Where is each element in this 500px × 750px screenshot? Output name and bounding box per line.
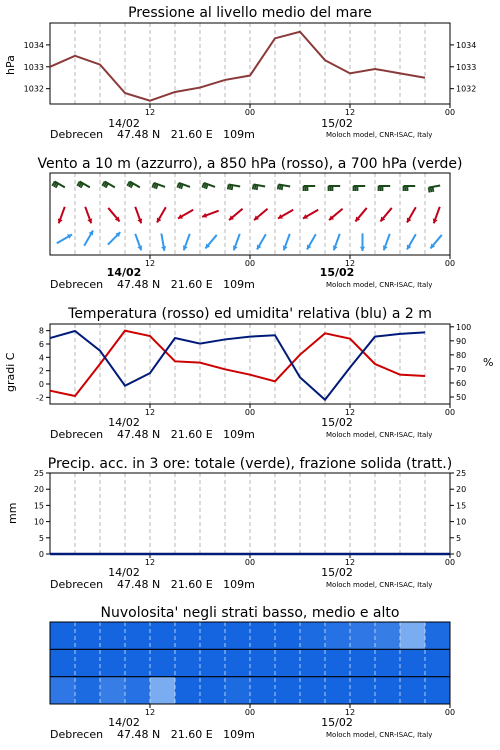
cloud-cell-alto	[125, 622, 151, 649]
pressure-ytick-label-right: 1033	[456, 62, 477, 72]
cloud-cell-alto	[300, 622, 326, 649]
cloud-cell-basso	[150, 677, 176, 704]
precip-xtick-label: 12	[144, 558, 156, 567]
humidity-ytick-label: 50	[456, 392, 467, 402]
date-15-02: 15/02	[321, 416, 353, 429]
cloud-cell-alto	[275, 622, 301, 649]
location-line: Debrecen 47.48 N 21.60 E 109m	[50, 278, 255, 291]
date-15-02: 15/02	[321, 716, 353, 729]
cloud-cell-basso	[225, 677, 251, 704]
cloud-cell-alto	[225, 622, 251, 649]
cloud-cell-medio	[250, 649, 276, 676]
cloud-cell-medio	[350, 649, 376, 676]
location-line: Debrecen 47.48 N 21.60 E 109m	[50, 128, 255, 141]
wind-barb-flag-700	[431, 187, 432, 192]
cloud-cell-alto	[425, 622, 451, 649]
cloud-cell-alto	[350, 622, 376, 649]
temperature-line	[50, 331, 425, 396]
date-15-02: 15/02	[321, 117, 353, 130]
wind-barb-flag-700	[278, 184, 279, 189]
credit-line: Moloch model, CNR-ISAC, Italy	[326, 431, 433, 439]
wind-barb-flag-700	[282, 185, 283, 190]
temperature-title: Temperatura (rosso) ed umidita' relativa (blu) a 2 m	[68, 306, 432, 322]
credit-line: Moloch model, CNR-ISAC, Italy	[326, 731, 433, 739]
wind-barb-flag-700	[253, 184, 254, 189]
cloud-cell-basso	[100, 677, 126, 704]
cloud-cell-basso	[50, 677, 76, 704]
cloud-cell-basso	[400, 677, 426, 704]
cloud-cell-medio	[425, 649, 451, 676]
cloud-cell-medio	[225, 649, 251, 676]
wind-barb-flag-700	[257, 185, 258, 190]
cloud-cell-basso	[350, 677, 376, 704]
pressure-ylabel: hPa	[4, 55, 17, 75]
temperature-ylabel: gradi C	[4, 352, 17, 392]
temperature-xtick-label: 00	[244, 408, 256, 417]
wind-barb-flag-700	[255, 185, 256, 190]
clouds-xtick-label: 00	[244, 708, 256, 717]
clouds-title: Nuvolosita' negli strati basso, medio e alto	[100, 605, 400, 621]
pressure-xtick-label: 00	[444, 108, 456, 117]
date-14-02: 14/02	[108, 117, 140, 130]
precip-ytick-label: 15	[33, 501, 44, 511]
cloud-cell-alto	[100, 622, 126, 649]
pressure-ytick-label-right: 1032	[456, 84, 477, 94]
credit-line: Moloch model, CNR-ISAC, Italy	[326, 131, 433, 139]
precip-ytick-label: 0	[38, 550, 44, 559]
clouds-xtick-label: 00	[444, 708, 456, 717]
precip-ytick-label-right: 5	[456, 533, 462, 543]
temperature-ytick-label: 4	[38, 353, 44, 363]
precip-ytick-label-right: 25	[456, 469, 467, 478]
location-line: Debrecen 47.48 N 21.60 E 109m	[50, 428, 255, 441]
precip-ytick-label-right: 10	[456, 517, 467, 527]
date-14-02: 14/02	[106, 266, 142, 279]
humidity-ytick-label: 90	[456, 336, 467, 346]
temperature-xtick-label: 00	[444, 408, 456, 417]
wind-barb-flag-700	[433, 187, 434, 192]
precip-ytick-label-right: 15	[456, 501, 467, 511]
cloud-cell-alto	[250, 622, 276, 649]
cloud-cell-medio	[325, 649, 351, 676]
cloud-cell-basso	[325, 677, 351, 704]
cloud-cell-medio	[100, 649, 126, 676]
cloud-cell-alto	[50, 622, 76, 649]
pressure-frame	[50, 23, 450, 104]
cloud-cell-medio	[275, 649, 301, 676]
cloud-cell-alto	[200, 622, 226, 649]
wind-arrowhead-10m	[360, 247, 365, 251]
cloud-cell-medio	[400, 649, 426, 676]
clouds-xtick-label: 12	[144, 708, 156, 717]
date-14-02: 14/02	[108, 716, 140, 729]
precip-ytick-label-right: 0	[456, 550, 462, 559]
wind-barb-flag-700	[280, 185, 281, 190]
precip-ylabel: mm	[6, 502, 19, 524]
date-14-02: 14/02	[108, 566, 140, 579]
location-line: Debrecen 47.48 N 21.60 E 109m	[50, 578, 255, 591]
humidity-ytick-label: 60	[456, 378, 467, 388]
cloud-cell-medio	[375, 649, 401, 676]
cloud-cell-alto	[325, 622, 351, 649]
precip-xtick-label: 12	[344, 558, 356, 567]
date-15-02: 15/02	[319, 266, 355, 279]
pressure-ytick-label-right: 1034	[456, 40, 477, 50]
cloud-cell-basso	[200, 677, 226, 704]
pressure-ytick-label: 1032	[23, 84, 44, 94]
cloud-cell-medio	[300, 649, 326, 676]
precip-ytick-label: 25	[33, 469, 44, 478]
wind-barb-flag-700	[230, 185, 231, 190]
wind-title: Vento a 10 m (azzurro), a 850 hPa (rosso), a 700 hPa (verde)	[37, 156, 463, 172]
pressure-xtick-label: 12	[144, 108, 156, 117]
precip-title: Precip. acc. in 3 ore: totale (verde), frazione solida (tratt.)	[47, 456, 453, 472]
humidity-ylabel: %	[483, 356, 494, 369]
cloud-cell-basso	[175, 677, 201, 704]
precip-frame	[50, 473, 450, 554]
wind-barb-flag-700	[232, 185, 233, 190]
precip-xtick-label: 00	[244, 558, 256, 567]
wind-barb-flag-700	[429, 188, 430, 193]
cloud-cell-medio	[75, 649, 101, 676]
cloud-cell-alto	[375, 622, 401, 649]
humidity-ytick-label: 70	[456, 364, 467, 374]
pressure-xtick-label: 00	[244, 108, 256, 117]
cloud-cell-basso	[125, 677, 151, 704]
date-15-02: 15/02	[321, 566, 353, 579]
temperature-ytick-label: 6	[38, 340, 44, 349]
cloud-cell-medio	[150, 649, 176, 676]
precip-ytick-label: 20	[33, 485, 44, 495]
cloud-cell-basso	[425, 677, 451, 704]
humidity-line	[50, 331, 425, 400]
cloud-cell-medio	[125, 649, 151, 676]
credit-line: Moloch model, CNR-ISAC, Italy	[326, 281, 433, 289]
cloud-cell-alto	[150, 622, 176, 649]
wind-barb-flag-700	[228, 184, 229, 189]
precip-ytick-label-right: 20	[456, 485, 467, 495]
cloud-cell-basso	[75, 677, 101, 704]
cloud-cell-basso	[275, 677, 301, 704]
cloud-cell-basso	[375, 677, 401, 704]
temperature-ytick-label: 0	[38, 380, 44, 389]
wind-xtick-label: 12	[144, 259, 156, 268]
wind-xtick-label: 00	[444, 259, 456, 268]
humidity-ytick-label: 80	[456, 350, 467, 360]
precip-ytick-label: 5	[38, 533, 44, 543]
pressure-xtick-label: 12	[344, 108, 356, 117]
cloud-cell-alto	[75, 622, 101, 649]
cloud-cell-basso	[250, 677, 276, 704]
temperature-xtick-label: 12	[344, 408, 356, 417]
pressure-ytick-label: 1034	[23, 40, 44, 50]
date-14-02: 14/02	[108, 416, 140, 429]
cloud-cell-medio	[200, 649, 226, 676]
humidity-ytick-label: 100	[456, 322, 472, 332]
temperature-ytick-label: 2	[38, 366, 44, 376]
pressure-title: Pressione al livello medio del mare	[128, 5, 372, 21]
cloud-cell-alto	[400, 622, 426, 649]
temperature-ytick-label: 8	[38, 326, 44, 336]
wind-xtick-label: 00	[244, 259, 256, 268]
precip-xtick-label: 00	[444, 558, 456, 567]
credit-line: Moloch model, CNR-ISAC, Italy	[326, 581, 433, 589]
cloud-cell-medio	[175, 649, 201, 676]
wind-xtick-label: 12	[344, 259, 356, 268]
pressure-line	[50, 32, 425, 101]
pressure-ytick-label: 1033	[23, 62, 44, 72]
precip-ytick-label: 10	[33, 517, 44, 527]
clouds-xtick-label: 12	[344, 708, 356, 717]
temperature-ytick-label: -2	[36, 393, 44, 403]
cloud-cell-alto	[175, 622, 201, 649]
cloud-cell-basso	[300, 677, 326, 704]
location-line: Debrecen 47.48 N 21.60 E 109m	[50, 728, 255, 741]
cloud-cell-medio	[50, 649, 76, 676]
temperature-xtick-label: 12	[144, 408, 156, 417]
